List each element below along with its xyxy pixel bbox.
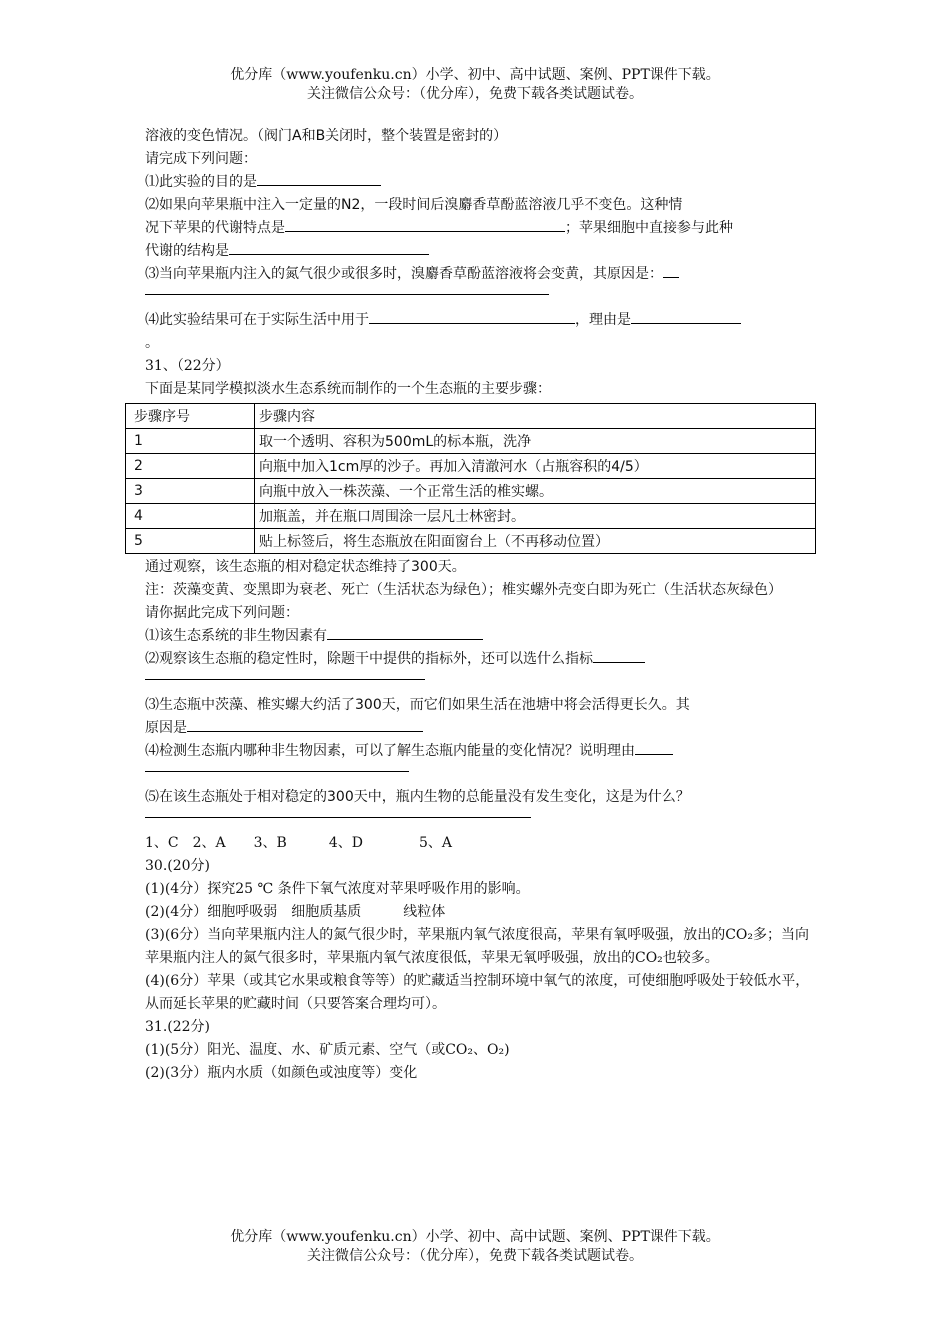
q30-s4-tail: ，理由是: [575, 312, 631, 328]
step-number: 1: [126, 429, 255, 454]
table-row: [126, 454, 816, 479]
answer-mc: 1、C 2、A 3、B 4、D 5、A: [145, 835, 452, 851]
answer-31-2: (2)(3分）瓶内水质（如颜色或浊度等）变化: [145, 1065, 418, 1081]
step-content: 取一个透明、容积为500mL的标本瓶，洗净: [255, 429, 816, 454]
answer-blank: [229, 240, 429, 255]
step-number: 4: [126, 504, 255, 529]
q31-s3a: ⑶生态瓶中茨藻、椎实螺大约活了300天，而它们如果生活在池塘中将会活得更长久。其: [145, 697, 690, 713]
page-header: [0, 66, 950, 104]
answer-31-1: (1)(5分）阳光、温度、水、矿质元素、空气（或CO₂、O₂): [145, 1042, 510, 1058]
q30-s4-end: 。: [145, 335, 159, 351]
steps-table: [125, 403, 816, 554]
q30-s2b: 况下苹果的代谢特点是: [145, 220, 285, 236]
step-number: 2: [126, 454, 255, 479]
answer-30-3: (3)(6分）当向苹果瓶内注人的氮气很少时，苹果瓶内氧气浓度很高，苹果有氧呼吸强，放出的CO₂多；当向苹果瓶内注人的氮气很多时，苹果瓶内氧气浓度很低，苹果无氧呼吸强，放出的CO₂也较多。: [145, 927, 809, 966]
answer-key: [145, 832, 810, 1085]
q30-s2b-tail: ；苹果细胞中直接参与此种: [565, 220, 733, 236]
step-number: 3: [126, 479, 255, 504]
answer-line: [145, 671, 425, 680]
answer-30-1: (1)(4分）探究25 ℃ 条件下氧气浓度对苹果呼吸作用的影响。: [145, 881, 530, 897]
answer-line: [145, 286, 549, 295]
q31-title: 31、（22分）: [145, 358, 230, 374]
step-content: 向瓶中加入1cm厚的沙子。再加入清澈河水（占瓶容积的4/5）: [255, 454, 816, 479]
page-footer: [0, 1228, 950, 1266]
answer-blank: [187, 717, 423, 732]
table-row: [126, 529, 816, 554]
table-header: 步骤序号: [126, 404, 255, 429]
step-content: 贴上标签后，将生态瓶放在阳面窗台上（不再移动位置）: [255, 529, 816, 554]
q30-s4: ⑷此实验结果可在于实际生活中用于: [145, 312, 369, 328]
q31-intro: 下面是某同学模拟淡水生态系统而制作的一个生态瓶的主要步骤：: [145, 381, 551, 397]
table-row: [126, 504, 816, 529]
step-number: 5: [126, 529, 255, 554]
answer-blank: [635, 740, 673, 755]
q31-s3b: 原因是: [145, 720, 187, 736]
q31-s5: ⑸在该生态瓶处于相对稳定的300天中，瓶内生物的总能量没有发生变化，这是为什么？: [145, 789, 690, 805]
header-line-2: 关注微信公众号：（优分库），免费下载各类试题试卷。: [307, 86, 643, 102]
step-content: 加瓶盖，并在瓶口周围涂一层凡士林密封。: [255, 504, 816, 529]
q30-s2c: 代谢的结构是: [145, 243, 229, 259]
q31-s2: ⑵观察该生态瓶的稳定性时，除题干中提供的指标外，还可以选什么指标: [145, 651, 593, 667]
answer-blank: [369, 309, 575, 324]
footer-line-2: 关注微信公众号：（优分库），免费下载各类试题试卷。: [307, 1248, 643, 1264]
answer-30-4: (4)(6分）苹果（或其它水果或粮食等等）的贮藏适当控制环境中氧气的浓度，可使细胞呼吸处于较低水平，从而延长苹果的贮藏时间（只要答案合理均可）。: [145, 973, 810, 1012]
q30-s2a: ⑵如果向苹果瓶中注入一定量的N2，一段时间后溴麝香草酚蓝溶液几乎不变色。这种情: [145, 197, 683, 213]
table-row: [126, 429, 816, 454]
q30-prompt: 请完成下列问题：: [145, 151, 257, 167]
q31-s1: ⑴该生态系统的非生物因素有: [145, 628, 327, 644]
answer-blank: [327, 625, 483, 640]
table-header: 步骤内容: [255, 404, 816, 429]
q30-intro: 溶液的变色情况。（阀门A和B关闭时，整个装置是密封的）: [145, 128, 508, 144]
answer-30-title: 30.(20分): [145, 858, 211, 874]
q31-observation: 通过观察，该生态瓶的相对稳定状态维持了300天。: [145, 559, 466, 575]
header-line-1: 优分库（www.youfenku.cn）小学、初中、高中试题、案例、PPT课件下载。: [230, 67, 720, 83]
answer-blank: [257, 171, 381, 186]
answer-blank: [593, 648, 645, 663]
footer-line-1: 优分库（www.youfenku.cn）小学、初中、高中试题、案例、PPT课件下载。: [230, 1229, 720, 1245]
q31-s4: ⑷检测生态瓶内哪种非生物因素，可以了解生态瓶内能量的变化情况？说明理由: [145, 743, 635, 759]
answer-blank: [663, 263, 679, 278]
answer-blank: [631, 309, 741, 324]
q31-prompt: 请你据此完成下列问题：: [145, 605, 299, 621]
answer-line: [145, 809, 531, 818]
q30-s1: ⑴此实验的目的是: [145, 174, 257, 190]
step-content: 向瓶中放入一株茨藻、一个正常生活的椎实螺。: [255, 479, 816, 504]
answer-30-2: (2)(4分）细胞呼吸弱 细胞质基质 线粒体: [145, 904, 446, 920]
document-body: [134, 125, 810, 1085]
table-header-row: [126, 404, 816, 429]
answer-31-title: 31.(22分): [145, 1019, 211, 1035]
q31-note: 注：茨藻变黄、变黑即为衰老、死亡（生活状态为绿色）；椎实螺外壳变白即为死亡（生活状态灰绿色）: [145, 582, 782, 598]
table-row: [126, 479, 816, 504]
answer-blank: [285, 217, 565, 232]
answer-line: [145, 763, 409, 772]
q30-s3: ⑶当向苹果瓶内注入的氮气很少或很多时，溴麝香草酚蓝溶液将会变黄，其原因是：: [145, 266, 663, 282]
